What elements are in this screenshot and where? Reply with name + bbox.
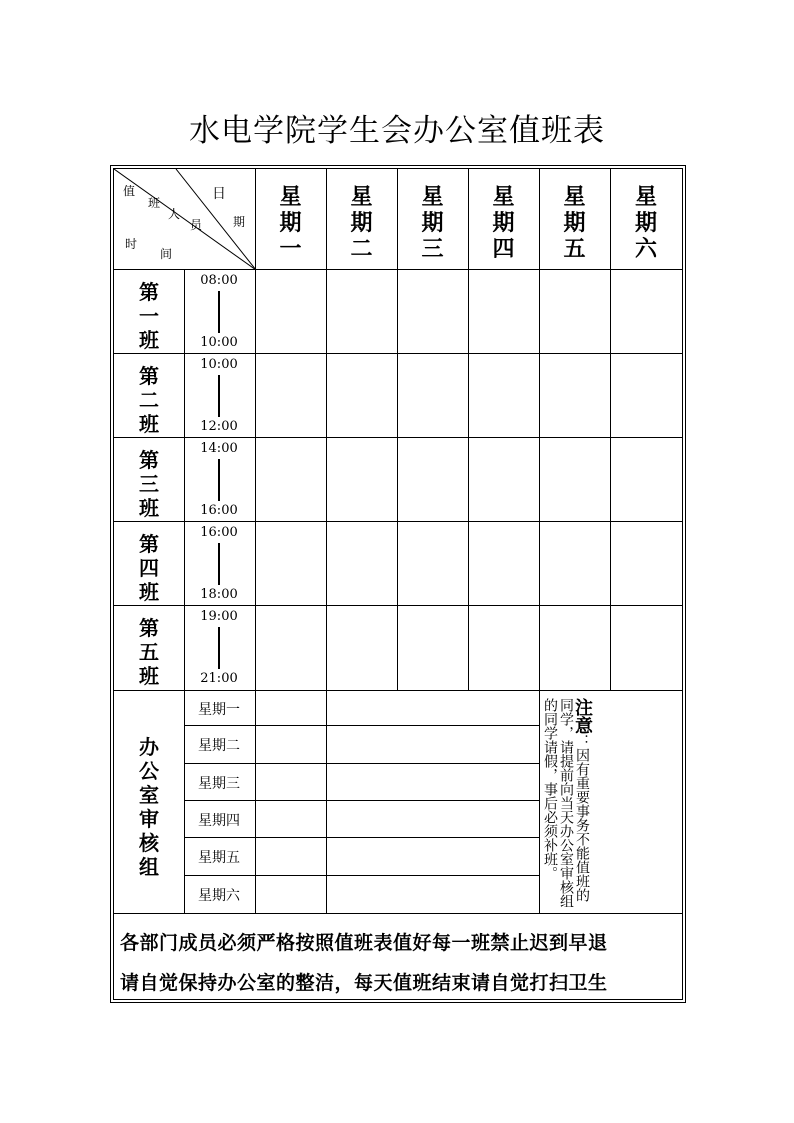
audit-day-label: 星期四 xyxy=(198,812,240,829)
footer-rule-1: 各部门成员必须严格按照值班表值好每一班禁止迟到早退 xyxy=(120,932,608,954)
col-divider xyxy=(610,169,611,690)
schedule-table-frame xyxy=(110,165,686,1003)
shift-label: 第一班 xyxy=(139,280,159,352)
page-title: 水电学院学生会办公室值班表 xyxy=(189,113,605,149)
shift-end-time: 16:00 xyxy=(200,503,238,518)
row-divider xyxy=(114,521,682,522)
col-divider xyxy=(539,169,540,690)
header-label-jian: 间 xyxy=(160,247,173,261)
time-range-bar xyxy=(218,543,220,585)
shift-end-time: 18:00 xyxy=(200,587,238,602)
col-divider xyxy=(255,690,256,913)
time-range-bar xyxy=(218,627,220,669)
audit-row-divider xyxy=(184,725,539,726)
shift-start-time: 16:00 xyxy=(200,525,238,540)
audit-group-label: 办公室审核组 xyxy=(139,735,159,879)
audit-day-label: 星期二 xyxy=(198,738,240,754)
day-header: 星期三 xyxy=(421,184,444,262)
header-label-ban: 班 xyxy=(148,196,161,210)
audit-day-label: 星期一 xyxy=(198,701,240,718)
shift-end-time: 12:00 xyxy=(200,419,238,434)
col-divider xyxy=(326,690,327,913)
day-header: 星期四 xyxy=(492,184,515,262)
audit-row-divider xyxy=(184,837,539,838)
time-range-bar xyxy=(218,459,220,501)
footer-divider xyxy=(114,913,682,914)
audit-row-divider xyxy=(184,875,539,876)
shift-start-time: 10:00 xyxy=(200,357,238,372)
shift-label: 第五班 xyxy=(139,616,159,688)
notice-heading: 注意 xyxy=(572,698,593,734)
audit-row-divider xyxy=(184,800,539,801)
row-divider xyxy=(114,353,682,354)
col-divider xyxy=(326,169,327,690)
day-header: 星期二 xyxy=(350,184,373,262)
shift-label: 第四班 xyxy=(139,532,159,604)
shift-start-time: 08:00 xyxy=(200,273,238,288)
audit-row-divider xyxy=(184,763,539,764)
header-label-yuan: 员 xyxy=(190,218,203,232)
footer-rule-2: 请自觉保持办公室的整洁，每天值班结束请自觉打扫卫生 xyxy=(120,972,608,994)
day-header: 星期六 xyxy=(634,184,657,262)
time-range-bar xyxy=(218,291,220,333)
col-divider xyxy=(397,169,398,690)
header-label-ren: 人 xyxy=(168,207,181,221)
notice-body: ：因有重要事务不能值班的同学，请提前向当天办公室审核组的同学请假，事后必须补班。 xyxy=(542,698,590,908)
row-divider xyxy=(114,605,682,606)
row-divider xyxy=(114,437,682,438)
header-label-shi: 时 xyxy=(125,237,138,251)
shift-end-time: 21:00 xyxy=(200,671,238,686)
audit-day-label: 星期六 xyxy=(198,888,240,904)
audit-day-label: 星期三 xyxy=(198,775,240,792)
col-divider xyxy=(539,690,540,913)
header-label-qi: 期 xyxy=(233,215,246,229)
shift-label: 第三班 xyxy=(139,448,159,520)
notice-text xyxy=(542,698,593,913)
shift-end-time: 10:00 xyxy=(200,335,238,350)
shift-start-time: 14:00 xyxy=(200,441,238,456)
shift-start-time: 19:00 xyxy=(200,609,238,624)
shift-label: 第二班 xyxy=(139,364,159,436)
day-header: 星期五 xyxy=(563,184,586,262)
header-label-ri: 日 xyxy=(212,186,226,202)
row-divider xyxy=(114,690,682,691)
col-divider xyxy=(468,169,469,690)
time-range-bar xyxy=(218,375,220,417)
header-label-zhi: 值 xyxy=(123,184,136,198)
audit-day-label: 星期五 xyxy=(198,850,240,866)
day-header: 星期一 xyxy=(279,184,302,262)
